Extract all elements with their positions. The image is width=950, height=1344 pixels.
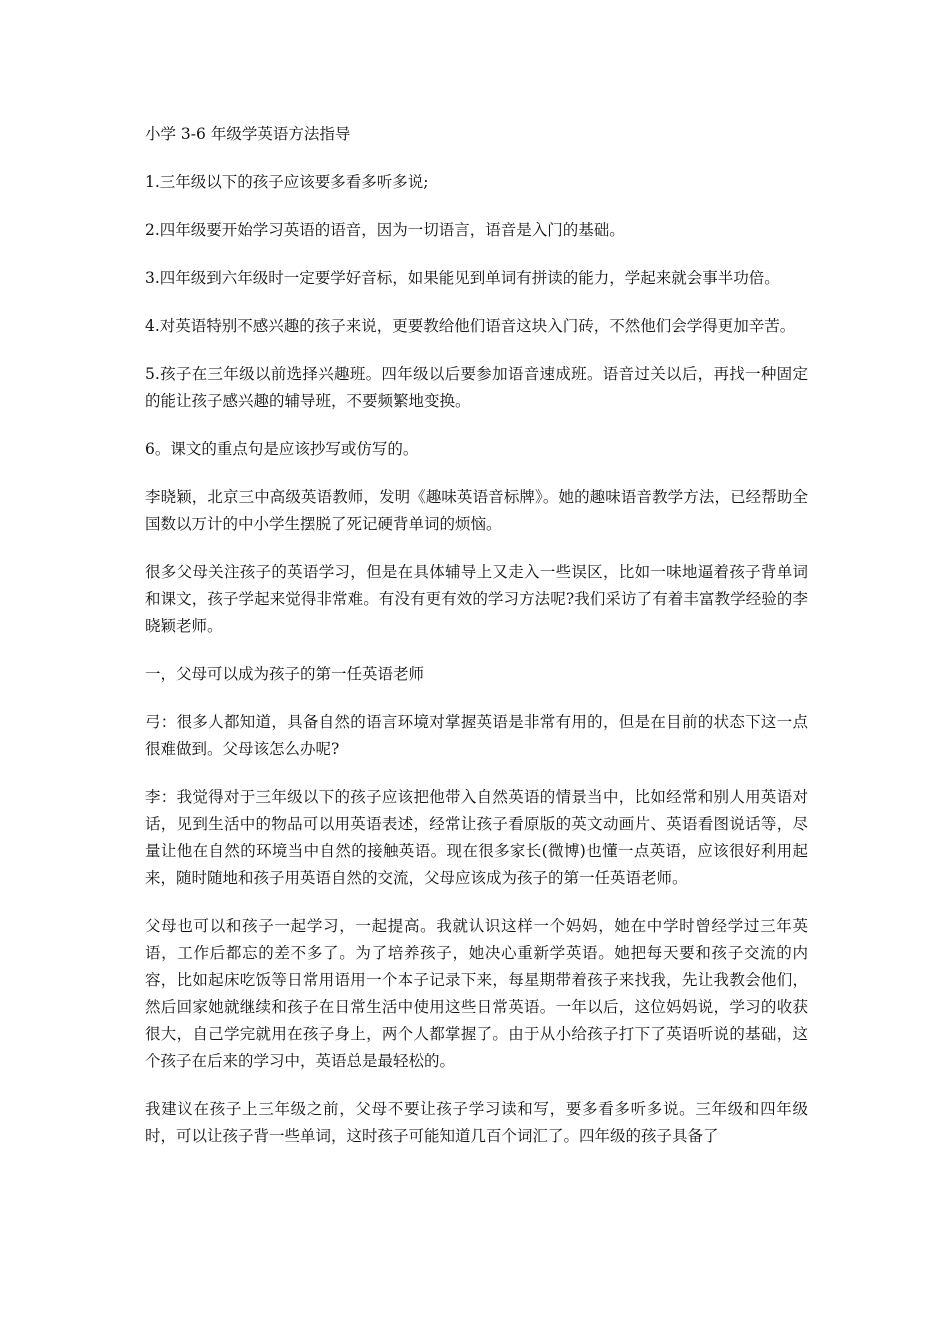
section-heading: 一，父母可以成为孩子的第一任英语老师 xyxy=(145,665,425,683)
paragraph-3: 3.四年级到六年级时一定要学好音标，如果能见到单词有拼读的能力，学起来就会事半功倍。 xyxy=(145,269,780,287)
answer-paragraph: 李：我觉得对于三年级以下的孩子应该把他带入自然英语的情景当中，比如经常和别人用英语对话，见到生活中的物品可以用英语表述，经常让孩子看原版的英文动画片、英语看图说话等，尽量让他在自然的环境当中自然的接触英语。现在很多家长(微博)也懂一点英语，应该很好利用起来，随时随地和孩子用英语自然的交流，父母应该成为孩子的第一任英语老师。 xyxy=(145,788,808,887)
question-paragraph: 弓：很多人都知道，具备自然的语言环境对掌握英语是非常有用的，但是在目前的状态下这一点很难做到。父母该怎么办呢? xyxy=(145,713,808,758)
paragraph-1: 1.三年级以下的孩子应该要多看多听多说; xyxy=(145,173,429,191)
author-intro-paragraph: 李晓颖，北京三中高级英语教师，发明《趣味英语音标牌》。她的趣味语音教学方法，已经帮助全国数以万计的中小学生摆脱了死记硬背单词的烦恼。 xyxy=(145,488,808,533)
advice-paragraph: 我建议在孩子上三年级之前，父母不要让孩子学习读和写，要多看多听多说。三年级和四年级时，可以让孩子背一些单词，这时孩子可能知道几百个词汇了。四年级的孩子具备了 xyxy=(145,1100,808,1145)
example-paragraph: 父母也可以和孩子一起学习，一起提高。我就认识这样一个妈妈，她在中学时曾经学过三年英语，工作后都忘的差不多了。为了培养孩子，她决心重新学英语。她把每天要和孩子交流的内容，比如起床吃饭等日常用语用一个本子记录下来，每星期带着孩子来找我，先让我教会他们，然后回家她就继续和孩子在日常生活中使用这些日常英语。一年以后，这位妈妈说，学习的收获很大，自己学完就用在孩子身上，两个人都掌握了。由于从小给孩子打下了英语听说的基础，这个孩子在后来的学习中，英语总是最轻松的。 xyxy=(145,917,808,1070)
background-paragraph: 很多父母关注孩子的英语学习，但是在具体辅导上又走入一些误区，比如一味地逼着孩子背单词和课文，孩子学起来觉得非常难。有没有更有效的学习方法呢?我们采访了有着丰富教学经验的李晓颖老师。 xyxy=(145,563,808,635)
document-body xyxy=(145,121,808,1171)
paragraph-5: 5.孩子在三年级以前选择兴趣班。四年级以后要参加语音速成班。语音过关以后，再找一种固定的能让孩子感兴趣的辅导班，不要频繁地变换。 xyxy=(145,365,808,410)
paragraph-6: 6。课文的重点句是应该抄写或仿写的。 xyxy=(145,440,419,458)
paragraph-4: 4.对英语特别不感兴趣的孩子来说，更要教给他们语音这块入门砖，不然他们会学得更加辛苦。 xyxy=(145,317,796,335)
paragraph-2: 2.四年级要开始学习英语的语音，因为一切语言，语音是入门的基础。 xyxy=(145,221,625,239)
document-title: 小学 3-6 年级学英语方法指导 xyxy=(145,125,351,143)
